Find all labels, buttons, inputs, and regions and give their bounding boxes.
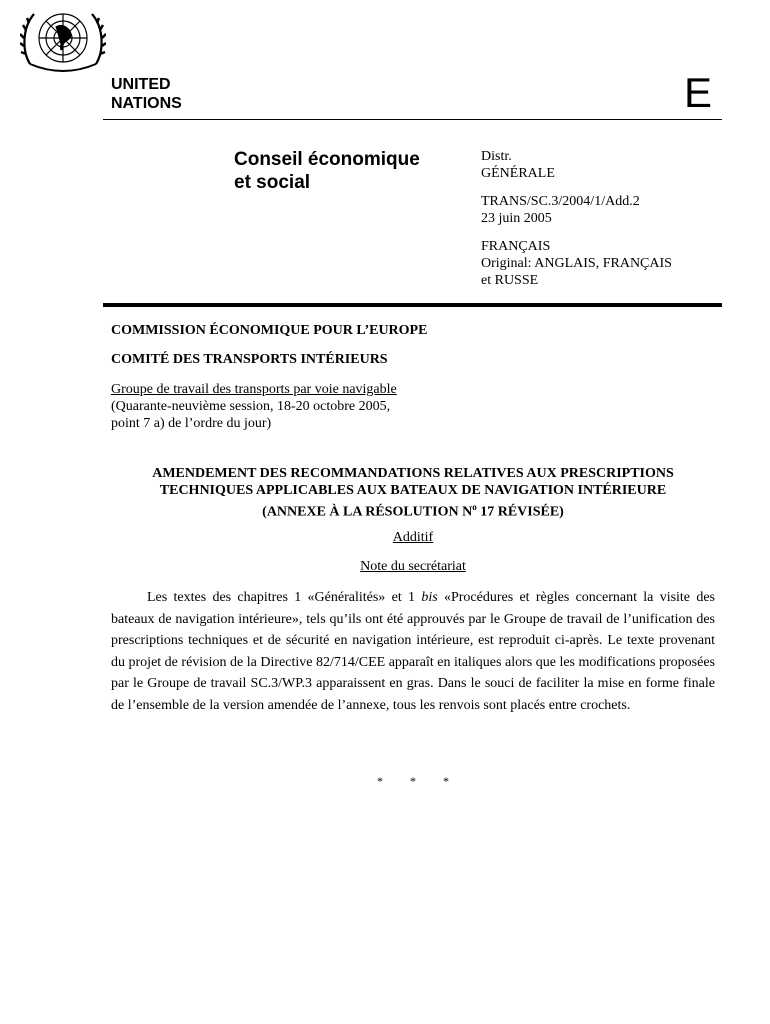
distribution-block <box>481 148 672 182</box>
title-line-3 <box>111 499 715 521</box>
original-languages-2: et RUSSE <box>481 273 539 288</box>
document-symbol: TRANS/SC.3/2004/1/Add.2 <box>481 194 640 209</box>
paragraph-part-2: «Procédures et règles concernant la visite des bateaux de navigation intérieure», tels qu’ils ont été approuvés par le Groupe de travail de l’unification des prescriptions techniques et de sécurité en navigation intérieure, est reproduit ci-après. Le texte provenant du projet de révision de la Directive 82/714/CEE apparaît en italiques alors que les modifications proposées par le Groupe de travail SC.3/WP.3 apparaissent en gras. Dans le souci de faciliter la mise en forme finale de l’ensemble de la version amendée de l’annexe, tous les renvois sont placés entre crochets. <box>111 590 715 713</box>
separator-star: * <box>410 774 416 788</box>
distr-value: GÉNÉRALE <box>481 166 555 181</box>
language-letter: E <box>684 69 713 116</box>
section-rule <box>103 303 722 307</box>
commission-name: COMMISSION ÉCONOMIQUE POUR L’EUROPE <box>111 323 428 338</box>
document-title <box>111 465 715 521</box>
separator-star: * <box>443 774 449 788</box>
organization-name <box>111 75 182 113</box>
original-languages-1: Original: ANGLAIS, FRANÇAIS <box>481 256 672 271</box>
council-line-2: et social <box>234 172 311 193</box>
document-language: FRANÇAIS <box>481 239 551 254</box>
session-line-1: (Quarante-neuvième session, 18-20 octobre 2005, <box>111 399 391 414</box>
header-rule <box>103 119 722 120</box>
title-line-2: TECHNIQUES APPLICABLES AUX BATEAUX DE NAVIGATION INTÉRIEURE <box>159 483 667 498</box>
session-line-2: point 7 a) de l’ordre du jour) <box>111 416 272 431</box>
body-paragraph <box>111 587 715 716</box>
document-metadata <box>481 148 672 300</box>
council-line-1: Conseil économique <box>234 149 420 170</box>
working-group-name: Groupe de travail des transports par voie navigable <box>111 382 397 397</box>
symbol-block <box>481 193 672 227</box>
distr-label: Distr. <box>481 149 512 164</box>
note-heading <box>111 559 715 575</box>
org-line-1: UNITED <box>111 76 171 93</box>
addendum-heading <box>111 530 715 546</box>
addendum-label: Additif <box>392 530 434 545</box>
separator-star: * <box>377 774 383 788</box>
un-emblem-icon <box>20 6 106 74</box>
document-date: 23 juin 2005 <box>481 211 552 226</box>
org-line-2: NATIONS <box>111 95 182 112</box>
council-name <box>234 148 420 194</box>
paragraph-italic: bis <box>421 590 438 605</box>
committee-name: COMITÉ DES TRANSPORTS INTÉRIEURS <box>111 352 388 367</box>
title-line-3-prefix: (ANNEXE À LA RÉSOLUTION N <box>262 504 473 520</box>
title-line-3-suffix: 17 RÉVISÉE) <box>476 504 564 520</box>
language-block <box>481 238 672 289</box>
section-separator <box>111 774 715 789</box>
title-line-1: AMENDEMENT DES RECOMMANDATIONS RELATIVES AUX PRESCRIPTIONS <box>152 466 674 481</box>
title-superscript: o <box>472 502 477 512</box>
paragraph-part-1: Les textes des chapitres 1 «Généralités» et 1 <box>147 590 422 605</box>
note-label: Note du secrétariat <box>360 559 466 574</box>
working-group-block <box>111 381 397 432</box>
